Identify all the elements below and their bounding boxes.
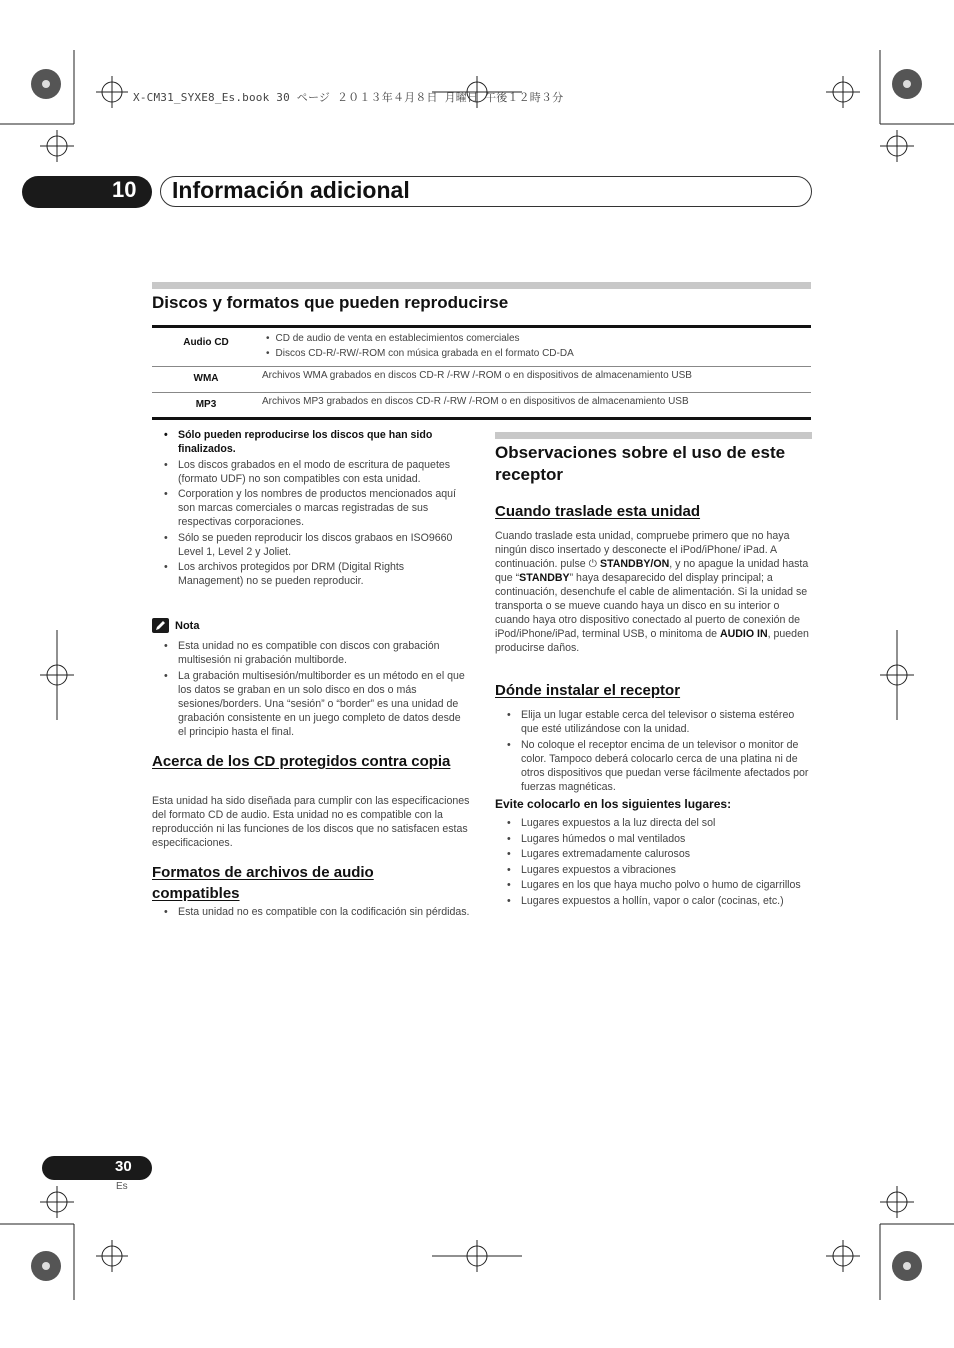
list-item: • Elija un lugar estable cerca del televisor o sistema estéreo que esté utilizándose con la unidad. bbox=[495, 708, 812, 736]
list-item: • Corporation y los nombres de productos mencionados aquí son marcas comerciales o marcas registradas de sus respectivas corporaciones. bbox=[152, 487, 470, 529]
list-item: • Esta unidad no es compatible con la codificación sin pérdidas. bbox=[152, 905, 470, 919]
standby-on-key: STANDBY/ON bbox=[600, 558, 670, 570]
list-item: • Esta unidad no es compatible con discos con grabación multisesión ni grabación multiborde. bbox=[152, 639, 470, 667]
table-row bbox=[152, 367, 811, 393]
list-item: • Lugares expuestos a la luz directa del sol bbox=[495, 816, 812, 830]
list-item: • CD de audio de venta en establecimientos comerciales bbox=[266, 331, 811, 346]
moving-text-part: Cuando traslade esta unidad, compruebe primero que no haya ningún disco insertado y desconecte el iPod/iPhone/ iPad. A continuación. pulse bbox=[495, 530, 790, 570]
list-item: • Los discos grabados en el modo de escritura de paquetes (formato UDF) no son compatibles con esta unidad. bbox=[152, 458, 470, 486]
formats-table bbox=[152, 325, 811, 420]
note-block bbox=[152, 639, 470, 740]
subsection-title-copy-protect: Acerca de los CD protegidos contra copia bbox=[152, 753, 451, 770]
page-number-badge bbox=[42, 1156, 152, 1180]
moving-text-part: ” haya desaparecido del display principal; a continuación, desenchufe el cable de alimentación. Si la unidad se transporta o se mueve cuando haya un disco en su interior o cuando haya otro dispositivo conectado al puerto de conexión de iPod/iPhone/iPad, terminal USB, o minitoma de bbox=[495, 572, 808, 640]
power-icon: ⏻ bbox=[588, 558, 598, 570]
install-list bbox=[495, 708, 812, 794]
section-divider bbox=[495, 432, 812, 439]
list-item: • Lugares extremadamente calurosos bbox=[495, 847, 812, 861]
moving-text-part: , y no apague la unidad hasta que “ bbox=[495, 558, 809, 584]
page-number: 30 bbox=[115, 1158, 132, 1175]
list-item: • Los archivos protegidos por DRM (Digital Rights Management) no se pueden reproducir. bbox=[152, 560, 470, 588]
left-column bbox=[152, 428, 470, 590]
chapter-number: 10 bbox=[112, 177, 137, 202]
subsection-title-moving: Cuando traslade esta unidad bbox=[495, 503, 701, 520]
list-item: • Lugares expuestos a vibraciones bbox=[495, 863, 812, 877]
list-item: • Lugares húmedos o mal ventilados bbox=[495, 832, 812, 846]
pencil-icon bbox=[152, 618, 169, 633]
audio-formats-list bbox=[152, 905, 470, 919]
avoid-list bbox=[495, 816, 812, 908]
list-item: • No coloque el receptor encima de un televisor o monitor de color. Tampoco deberá colocarlo cerca de una platina ni de otros dispositivos que puedan verse fácilmente afectados por fuerzas magnéticas. bbox=[495, 738, 812, 794]
print-header: X-CM31_SYXE8_Es.book 30 ページ ２０１３年４月８日 月曜日 午後１２時３分 bbox=[133, 91, 564, 104]
note-label: Nota bbox=[175, 619, 200, 632]
section-title-discs: Discos y formatos que pueden reproducirse bbox=[152, 293, 509, 312]
table-cell: Archivos MP3 grabados en discos CD-R /-RW /-ROM o en dispositivos de almacenamiento USB bbox=[262, 396, 689, 407]
chapter-title: Información adicional bbox=[172, 177, 410, 203]
list-item: • Sólo se pueden reproducir los discos grabaos en ISO9660 Level 1, Level 2 y Joliet. bbox=[152, 531, 470, 559]
table-row-label: MP3 bbox=[195, 399, 217, 410]
moving-text-part: , pueden producirse daños. bbox=[495, 628, 809, 654]
table-row bbox=[152, 393, 811, 417]
subsection-title-audio-formats: Formatos de archivos de audio compatibles bbox=[152, 864, 374, 902]
table-cell: Archivos WMA grabados en discos CD-R /-RW /-ROM o en dispositivos de almacenamiento USB bbox=[262, 370, 692, 381]
audio-in-jack: AUDIO IN bbox=[719, 628, 768, 640]
standby-indicator: STANDBY bbox=[519, 572, 570, 584]
table-row-label: Audio CD bbox=[183, 337, 229, 348]
avoid-heading: Evite colocarlo en los siguientes lugares: bbox=[495, 797, 732, 811]
table-row bbox=[152, 328, 811, 367]
list-item: • Sólo pueden reproducirse los discos que han sido finalizados. bbox=[152, 428, 470, 456]
page-language: Es bbox=[116, 1181, 128, 1192]
list-item: • Discos CD-R/-RW/-ROM con música grabada en el formato CD-DA bbox=[266, 346, 811, 361]
list-item: • La grabación multisesión/multiborder es un método en el que los datos se graban en un solo disco en dos o más sesiones/borders. Una “sesión” o “border” es una unidad de grabación consistente en un juego completo de datos desde el principio hasta el final. bbox=[152, 669, 470, 739]
subsection-title-install: Dónde instalar el receptor bbox=[495, 682, 681, 699]
list-item: • Lugares expuestos a hollín, vapor o calor (cocinas, etc.) bbox=[495, 894, 812, 908]
list-item: • Lugares en los que haya mucho polvo o humo de cigarrillos bbox=[495, 878, 812, 892]
avoid-block bbox=[495, 816, 812, 909]
section-divider bbox=[152, 282, 811, 289]
note-list bbox=[152, 639, 470, 739]
copy-protect-text: Esta unidad ha sido diseñada para cumplir con las especificaciones del formato CD de audio. Esta unidad no es compatible con la reproducción ni las funciones de los discos que no satisfacen estas especificaciones. bbox=[152, 795, 470, 849]
section-title-usage: Observaciones sobre el uso de este receptor bbox=[495, 443, 786, 484]
audio-formats-block bbox=[152, 905, 470, 921]
disc-notes-list bbox=[152, 428, 470, 588]
moving-text bbox=[495, 529, 812, 655]
note-heading bbox=[152, 618, 199, 633]
install-block bbox=[495, 708, 812, 795]
table-row-label: WMA bbox=[193, 373, 219, 384]
